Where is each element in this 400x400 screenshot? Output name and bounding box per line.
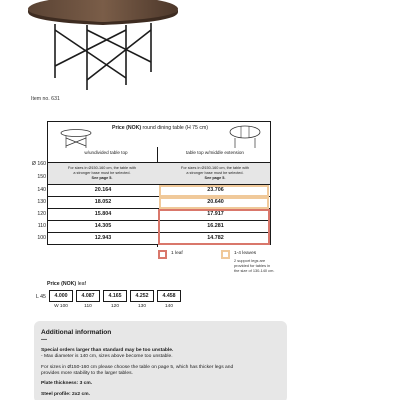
extension-table-icon (228, 125, 262, 149)
max-diameter-note: - Max diameter is 140 cm, sizes above become too unstable. (41, 354, 173, 359)
one-leaf-legend-label: 1 leaf (171, 251, 183, 256)
leaf-width-label: W 100 (54, 304, 68, 309)
table-row: 12.943 14.782 (47, 233, 271, 245)
size-note-left: For sizes in Ø150-160 cm, the table with a stronger base must be selected. See page 5. (68, 166, 136, 180)
leaf-width-label: 130 (137, 304, 146, 309)
diameter-label: 150 (37, 174, 46, 180)
leaf-price-cell: 4.165 (103, 290, 127, 302)
diameter-label: 110 (37, 223, 46, 229)
size-note-right: For sizes in Ø150-160 cm, the table with a stronger base must be selected. See page 5. (181, 166, 249, 180)
diameter-label: 100 (37, 235, 46, 241)
additional-info-panel (34, 321, 287, 400)
one-to-four-leaves-highlight (159, 197, 269, 209)
leaf-price-cell: 4.458 (157, 290, 181, 302)
price-table (47, 121, 271, 247)
leaf-price-title: Price (NOK) leaf (47, 281, 86, 287)
section-dash: — (41, 337, 47, 343)
table-row: 14.305 16.281 (47, 221, 271, 233)
additional-info-title: Additional information (41, 329, 112, 336)
steel-profile: Steel profile: 2x2 cm. (41, 392, 90, 397)
one-to-four-leaves-legend-swatch (221, 250, 230, 259)
column-header-extension: table top w/middle extension (186, 150, 244, 155)
special-orders-warning: Special orders larger than standard may be too unstable. (41, 348, 174, 353)
page5-note: For sizes in Ø150-160 cm please choose the table on page 5, which has thicker legs and provides more stability to the larger tables. (41, 365, 234, 376)
undivided-table-icon (60, 128, 92, 150)
table-row: 15.804 17.917 (47, 209, 271, 221)
diameter-label: 140 (37, 187, 46, 193)
price-table-title: Price (NOK) round dining table (H 75 cm) (111, 125, 209, 131)
leaf-price-cell: 4.252 (130, 290, 154, 302)
one-leaf-highlight (158, 209, 270, 245)
leaf-width-label: 120 (110, 304, 119, 309)
one-to-four-leaves-highlight (159, 185, 269, 197)
item-number: Item no. 631 (31, 96, 60, 102)
diameter-label: Ø 160 (31, 161, 46, 167)
leaf-length-label: L 45 (36, 294, 46, 300)
table-row: 20.164 23.706 (47, 185, 271, 197)
diameter-label: 130 (37, 199, 46, 205)
leaf-width-label: 140 (164, 304, 173, 309)
price-table-header (47, 121, 271, 163)
leaf-price-cell: 4.000 (49, 290, 73, 302)
leaf-price-cell: 4.087 (76, 290, 100, 302)
table-product-image (25, 0, 180, 92)
diameter-label: 120 (37, 211, 46, 217)
size-note-row (47, 163, 271, 185)
plate-thickness: Plate thickness: 3 cm. (41, 381, 93, 386)
leaf-width-label: 110 (84, 304, 92, 309)
column-header-undivided: w/undivided table top (84, 150, 128, 155)
table-row: 18.052 20.640 (47, 197, 271, 209)
support-legs-note: 2 support legs are provided for tables in the size of 130-140 cm. (234, 258, 275, 273)
one-leaf-legend-swatch (158, 250, 167, 259)
one-to-four-leaves-legend-label: 1-4 leaves (234, 251, 257, 256)
